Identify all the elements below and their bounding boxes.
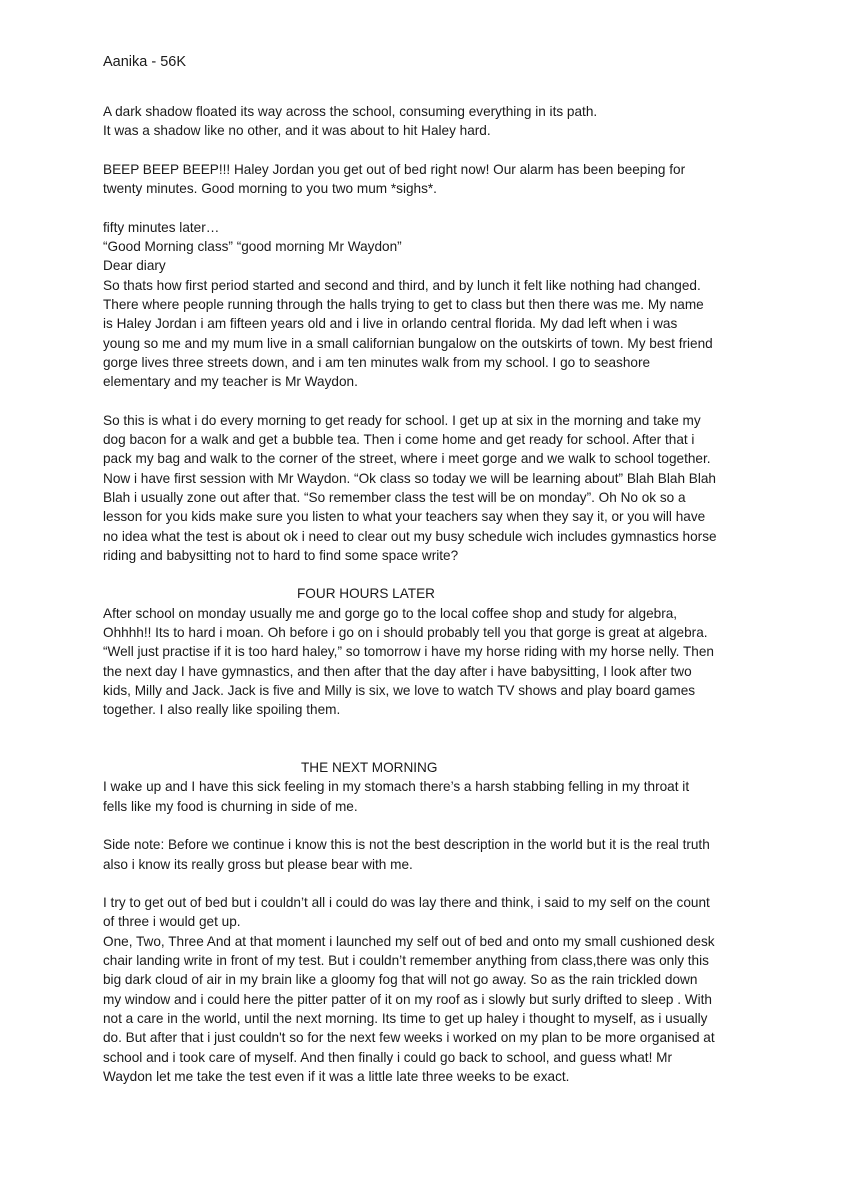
text-line: not a care in the world, until the next morning. Its time to get up haley i thought to myself, as i usually — [103, 1010, 708, 1026]
text-line: elementary and my teacher is Mr Waydon. — [103, 374, 358, 390]
text-line: no idea what the test is about ok i need to clear out my busy schedule wich includes gymnastics horse — [103, 528, 717, 544]
text-line: So thats how first period started and second and third, and by lunch it felt like nothing had changed. — [103, 277, 701, 293]
text-line: BEEP BEEP BEEP!!! Haley Jordan you get out of bed right now! Our alarm has been beeping for — [103, 161, 686, 177]
text-line: chair landing write in front of my test. But i couldn’t remember anything from class,there was only this — [103, 953, 709, 969]
text-line: young so me and my mum live in a small californian bungalow on the outskirts of town. My best friend — [103, 335, 713, 351]
text-line: kids, Milly and Jack. Jack is five and Milly is six, we love to watch TV shows and play board games — [103, 682, 696, 698]
author-header: Aanika - 56K — [103, 54, 187, 70]
section-heading-next-morning: THE NEXT MORNING — [301, 760, 438, 776]
text-line: I wake up and I have this sick feeling in my stomach there’s a harsh stabbing felling in my throat it — [103, 779, 690, 795]
document-page — [103, 52, 753, 1086]
text-line: I try to get out of bed but i couldn’t all i could do was lay there and think, i said to my self on the count — [103, 895, 710, 911]
text-line: of three i would get up. — [103, 914, 241, 930]
text-line: “Well just practise if it is too hard haley,” so tomorrow i have my horse riding with my horse nelly. Then — [103, 644, 714, 660]
text-line: dog bacon for a walk and get a bubble tea. Then i come home and get ready for school. After that i — [103, 432, 695, 448]
text-line: So this is what i do every morning to get ready for school. I get up at six in the morning and take my — [103, 412, 701, 428]
text-line: pack my bag and walk to the corner of the street, where i meet gorge and we walk to school together. — [103, 451, 711, 467]
text-line: big dark cloud of air in my brain like a gloomy fog that will not go away. So as the rain trickled down — [103, 972, 698, 988]
text-line: Now i have first session with Mr Waydon. “Ok class so today we will be learning about” Blah Blah Blah — [103, 470, 716, 486]
text-line: “Good Morning class” “good morning Mr Waydon” — [103, 239, 402, 255]
sick-paragraph — [103, 777, 753, 816]
diary-paragraph — [103, 218, 753, 392]
text-line: Ohhhh!! Its to hard i moan. Oh before i go on i should probably tell you that gorge is great at algebra. — [103, 625, 708, 641]
intro-paragraph — [103, 102, 753, 141]
alarm-paragraph — [103, 160, 753, 199]
text-line: It was a shadow like no other, and it was about to hit Haley hard. — [103, 123, 491, 139]
text-line: do. But after that i just couldn't so for the next few weeks i worked on my plan to be more organised at — [103, 1030, 715, 1046]
section-heading-four-hours-later: FOUR HOURS LATER — [297, 586, 435, 602]
side-note-paragraph — [103, 835, 753, 874]
after-school-paragraph — [103, 604, 753, 720]
text-line: school and i took care of myself. And then finally i could go back to school, and guess what! Mr — [103, 1049, 672, 1065]
text-line: the next day I have gymnastics, and then after that the day after i have babysitting, I look after two — [103, 663, 692, 679]
text-line: A dark shadow floated its way across the school, consuming everything in its path. — [103, 104, 598, 119]
text-line: also i know its really gross but please bear with me. — [103, 856, 413, 872]
text-line: Blah i usually zone out after that. “So remember class the test will be on monday”. Oh No ok so a — [103, 489, 686, 505]
text-line: After school on monday usually me and gorge go to the local coffee shop and study for algebra, — [103, 605, 678, 621]
text-line: fells like my food is churning in side of me. — [103, 798, 358, 814]
text-line: is Haley Jordan i am fifteen years old and i live in orlando central florida. My dad left when i was — [103, 316, 678, 332]
text-line: gorge lives three streets down, and i am ten minutes walk from my school. I go to seashore — [103, 354, 651, 370]
ending-paragraph — [103, 893, 753, 1086]
text-line: lesson for you kids make sure you listen to what your teachers say when they say it, or you will have — [103, 509, 706, 525]
text-line: There where people running through the halls trying to get to class but then there was me. My name — [103, 296, 704, 312]
text-line: my window and i could here the pitter patter of it on my roof as i slowly but surly drifted to sleep . With — [103, 991, 712, 1007]
text-line: One, Two, Three And at that moment i launched my self out of bed and onto my small cushioned desk — [103, 933, 715, 949]
text-line: fifty minutes later… — [103, 219, 220, 235]
text-line: twenty minutes. Good morning to you two mum *sighs*. — [103, 181, 437, 197]
text-line: Waydon let me take the test even if it was a little late three weeks to be exact. — [103, 1068, 570, 1084]
text-line: riding and babysitting not to hard to find some space write? — [103, 547, 459, 563]
text-line: Dear diary — [103, 258, 166, 274]
routine-paragraph — [103, 411, 753, 565]
text-line: together. I also really like spoiling them. — [103, 702, 341, 718]
text-line: Side note: Before we continue i know this is not the best description in the world but it is the real truth — [103, 837, 710, 853]
